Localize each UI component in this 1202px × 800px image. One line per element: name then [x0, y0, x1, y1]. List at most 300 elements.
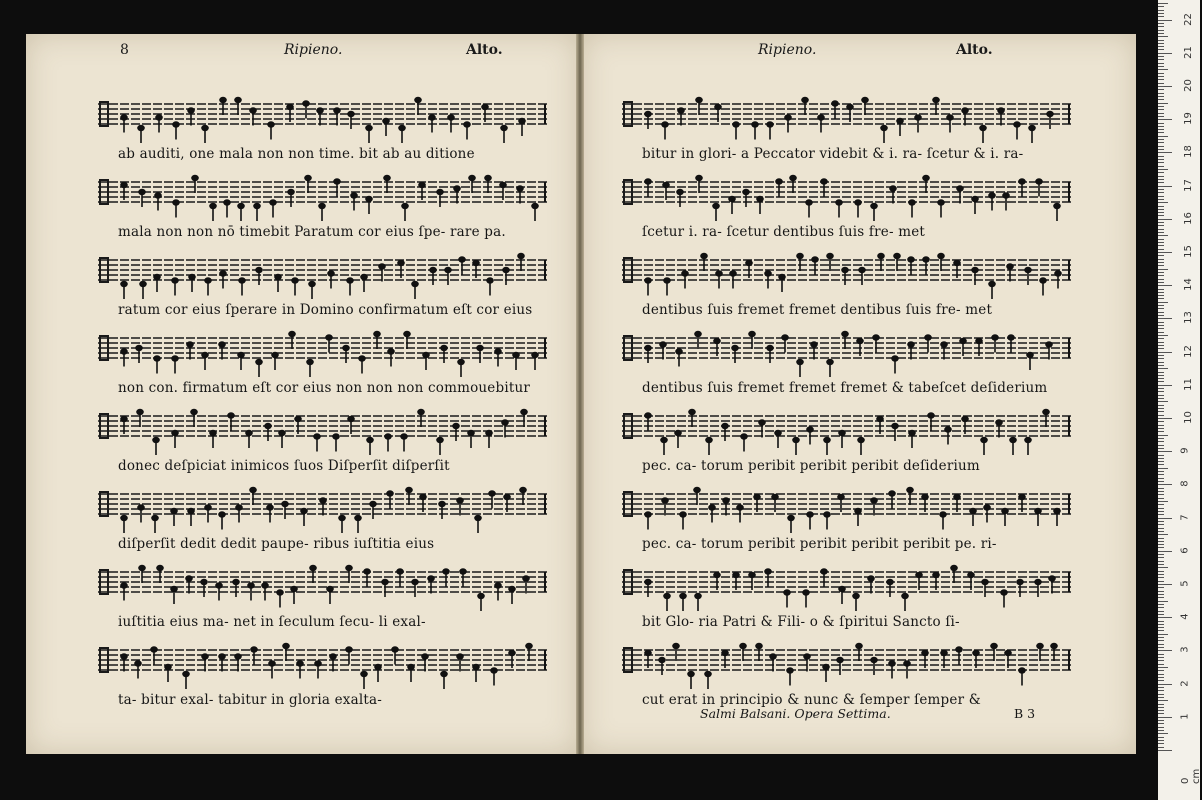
music-staff — [622, 482, 1072, 526]
ruler-tick — [1158, 345, 1164, 346]
ruler-tick — [1158, 577, 1164, 578]
ruler-tick — [1158, 604, 1164, 605]
ruler-tick — [1158, 352, 1172, 353]
staff-notation — [98, 404, 548, 448]
ruler-tick — [1158, 249, 1164, 250]
ruler-tick — [1158, 292, 1164, 293]
ruler-tick — [1158, 554, 1164, 555]
ruler-tick — [1158, 295, 1164, 296]
ruler-tick — [1158, 99, 1164, 100]
ruler-tick — [1158, 93, 1164, 94]
ruler-tick — [1158, 242, 1164, 243]
ruler-tick — [1158, 491, 1164, 492]
ruler-tick — [1158, 458, 1164, 459]
ruler-tick — [1158, 308, 1164, 309]
ruler-number: 4 — [1179, 613, 1191, 620]
ruler-tick — [1158, 358, 1164, 359]
ruler-tick — [1158, 415, 1164, 416]
ruler-tick — [1158, 172, 1164, 173]
ruler-tick — [1158, 279, 1164, 280]
ruler-tick — [1158, 644, 1164, 645]
staff-notation — [622, 248, 1072, 292]
lyric-line: pec. ca- torum peribit peribit peribit deſiderium — [642, 458, 980, 474]
ruler-number: 11 — [1182, 377, 1194, 391]
ruler-tick — [1158, 139, 1164, 140]
music-staff — [98, 92, 548, 136]
music-staff — [622, 92, 1072, 136]
ruler-number: 13 — [1182, 311, 1194, 325]
ruler-tick — [1158, 262, 1164, 263]
music-staff — [98, 560, 548, 604]
ruler-tick — [1158, 544, 1164, 545]
ruler-tick — [1158, 727, 1164, 728]
ruler-tick — [1158, 614, 1164, 615]
ruler-number: 6 — [1179, 547, 1191, 554]
ruler-tick — [1158, 445, 1164, 446]
ruler-number: 5 — [1179, 580, 1191, 587]
lyric-line: cut erat in principio & nunc & ſemper ſemper & — [642, 692, 981, 708]
ruler-tick — [1158, 733, 1168, 734]
ruler-number: 17 — [1182, 178, 1194, 192]
voice-label: Alto. — [466, 42, 503, 58]
ruler-tick — [1158, 76, 1164, 77]
section-title: Ripieno. — [284, 42, 343, 58]
ruler-tick — [1158, 332, 1164, 333]
ruler-tick — [1158, 372, 1164, 373]
ruler-tick — [1158, 624, 1164, 625]
ruler-tick — [1158, 730, 1164, 731]
ruler-number: 19 — [1182, 112, 1194, 126]
ruler-tick — [1158, 425, 1164, 426]
music-staff — [622, 248, 1072, 292]
page-number: 8 — [120, 42, 129, 58]
ruler-tick — [1158, 232, 1164, 233]
voice-label: Alto. — [956, 42, 993, 58]
ruler-tick — [1158, 561, 1164, 562]
ruler-tick — [1158, 225, 1164, 226]
ruler-tick — [1158, 611, 1164, 612]
staff-notation — [622, 326, 1072, 370]
ruler-number: 22 — [1182, 12, 1194, 26]
ruler-tick — [1158, 206, 1164, 207]
ruler-tick — [1158, 657, 1164, 658]
ruler-tick — [1158, 302, 1168, 303]
ruler-tick — [1158, 488, 1164, 489]
ruler-tick — [1158, 255, 1164, 256]
staff-notation — [622, 404, 1072, 448]
ruler-tick — [1158, 713, 1164, 714]
ruler-tick — [1158, 567, 1168, 568]
ruler-tick — [1158, 126, 1164, 127]
ruler-tick — [1158, 312, 1164, 313]
ruler-tick — [1158, 109, 1164, 110]
ruler-tick — [1158, 571, 1164, 572]
ruler-tick — [1158, 229, 1164, 230]
ruler-tick — [1158, 747, 1164, 748]
ruler-tick — [1158, 209, 1164, 210]
ruler-tick — [1158, 252, 1172, 253]
staff-notation — [622, 92, 1072, 136]
ruler-tick — [1158, 557, 1164, 558]
lyric-line: pec. ca- torum peribit peribit peribit peribit pe. ri- — [642, 536, 997, 552]
ruler-tick — [1158, 468, 1168, 469]
ruler-tick — [1158, 640, 1164, 641]
ruler-tick — [1158, 627, 1164, 628]
ruler-tick — [1158, 687, 1164, 688]
ruler-tick — [1158, 355, 1164, 356]
ruler-tick — [1158, 142, 1164, 143]
ruler-tick — [1158, 448, 1164, 449]
ruler-number: 10 — [1182, 411, 1194, 424]
ruler-tick — [1158, 328, 1164, 329]
ruler-tick — [1158, 79, 1164, 80]
ruler-tick — [1158, 594, 1164, 595]
lyric-line: iuſtitia eius ma- net in ſeculum ſecu- li exal- — [118, 614, 426, 630]
ruler-tick — [1158, 621, 1164, 622]
ruler-tick — [1158, 518, 1172, 519]
ruler-tick — [1158, 36, 1168, 37]
ruler-tick — [1158, 391, 1164, 392]
ruler-tick — [1158, 73, 1164, 74]
staff-notation — [98, 638, 548, 682]
lyric-line: dentibus ſuis fremet fremet fremet & tabeſcet deſiderium — [642, 380, 1048, 396]
ruler-number: 18 — [1182, 145, 1194, 159]
ruler-tick — [1158, 282, 1164, 283]
ruler-tick — [1158, 700, 1168, 701]
lyric-line: bit Glo- ria Patri & Fili- o & ſpiritui Sancto ſi- — [642, 614, 960, 630]
ruler-tick — [1158, 597, 1164, 598]
ruler-tick — [1158, 318, 1172, 319]
ruler-tick — [1158, 740, 1164, 741]
ruler-tick — [1158, 551, 1172, 552]
music-staff — [98, 170, 548, 214]
ruler-tick — [1158, 743, 1164, 744]
ruler-tick — [1158, 129, 1164, 130]
ruler-unit-label: 0 cm — [1180, 768, 1202, 784]
ruler-tick — [1158, 581, 1164, 582]
ruler-tick — [1158, 498, 1164, 499]
ruler-tick — [1158, 239, 1164, 240]
ruler-tick — [1158, 664, 1164, 665]
ruler-tick — [1158, 63, 1164, 64]
ruler-tick — [1158, 435, 1168, 436]
ruler-tick — [1158, 202, 1168, 203]
staff-notation — [622, 170, 1072, 214]
ruler-tick — [1158, 541, 1164, 542]
ruler-tick — [1158, 471, 1164, 472]
ruler-tick — [1158, 464, 1164, 465]
ruler-tick — [1158, 182, 1164, 183]
ruler-number: 14 — [1182, 278, 1194, 292]
ruler-tick — [1158, 511, 1164, 512]
ruler-tick — [1158, 212, 1164, 213]
ruler-tick — [1158, 3, 1168, 4]
ruler-tick — [1158, 720, 1164, 721]
ruler-tick — [1158, 66, 1164, 67]
ruler-tick — [1158, 547, 1164, 548]
ruler-number: 12 — [1182, 344, 1194, 358]
ruler-tick — [1158, 169, 1168, 170]
music-staff — [98, 482, 548, 526]
ruler-tick — [1158, 13, 1164, 14]
ruler-tick — [1158, 46, 1164, 47]
ruler-tick — [1158, 272, 1164, 273]
ruler-number: 9 — [1179, 447, 1191, 454]
ruler-tick — [1158, 674, 1164, 675]
ruler-tick — [1158, 6, 1164, 7]
ruler-number: 20 — [1182, 79, 1194, 92]
ruler-tick — [1158, 574, 1164, 575]
ruler-tick — [1158, 322, 1164, 323]
ruler-tick — [1158, 378, 1164, 379]
staff-notation — [622, 560, 1072, 604]
ruler-tick — [1158, 275, 1164, 276]
ruler-tick — [1158, 411, 1164, 412]
ruler-tick — [1158, 451, 1172, 452]
ruler-tick — [1158, 119, 1172, 120]
ruler-tick — [1158, 737, 1164, 738]
ruler-tick — [1158, 438, 1164, 439]
music-staff — [622, 404, 1072, 448]
ruler-tick — [1158, 388, 1164, 389]
ruler-tick — [1158, 680, 1164, 681]
ruler-tick — [1158, 607, 1164, 608]
ruler-tick — [1158, 285, 1172, 286]
ruler-number: 2 — [1179, 679, 1191, 687]
ruler-tick — [1158, 677, 1164, 678]
book-gutter — [576, 34, 584, 754]
ruler-tick — [1158, 634, 1168, 635]
ruler-tick — [1158, 690, 1164, 691]
right-page-header — [582, 42, 1136, 64]
ruler-tick — [1158, 103, 1168, 104]
ruler-tick — [1158, 514, 1164, 515]
ruler-tick — [1158, 365, 1164, 366]
ruler-tick — [1158, 667, 1168, 668]
ruler-tick — [1158, 654, 1164, 655]
ruler-tick — [1158, 418, 1172, 419]
ruler-tick — [1158, 501, 1168, 502]
left-page-header — [26, 42, 578, 64]
ruler-tick — [1158, 56, 1164, 57]
ruler-tick — [1158, 186, 1172, 187]
ruler-tick — [1158, 235, 1168, 236]
staff-notation — [98, 326, 548, 370]
book-title-footer: Salmi Balsani. Opera Settima. — [700, 706, 891, 721]
ruler-number: 16 — [1182, 211, 1194, 225]
ruler-tick — [1158, 362, 1164, 363]
ruler-tick — [1158, 113, 1164, 114]
ruler-tick — [1158, 381, 1164, 382]
ruler-tick — [1158, 494, 1164, 495]
ruler-tick — [1158, 136, 1168, 137]
ruler-tick — [1158, 289, 1164, 290]
ruler-tick — [1158, 584, 1172, 585]
ruler-tick — [1158, 315, 1164, 316]
ruler-tick — [1158, 637, 1164, 638]
ruler-tick — [1158, 405, 1164, 406]
ruler-tick — [1158, 395, 1164, 396]
ruler-tick — [1158, 325, 1164, 326]
ruler-tick — [1158, 149, 1164, 150]
ruler-tick — [1158, 684, 1172, 685]
ruler-tick — [1158, 461, 1164, 462]
ruler-tick — [1158, 694, 1164, 695]
ruler-tick — [1158, 123, 1164, 124]
music-staff — [98, 326, 548, 370]
ruler-tick — [1158, 269, 1168, 270]
ruler-tick — [1158, 375, 1164, 376]
ruler-tick — [1158, 421, 1164, 422]
ruler-tick — [1158, 524, 1164, 525]
lyric-line: bitur in glori- a Peccator videbit & i. ra- ſcetur & i. ra- — [642, 146, 1024, 162]
lyric-line: mala non non nō timebit Paratum cor eius ſpe- rare pa. — [118, 224, 506, 240]
section-title: Ripieno. — [758, 42, 817, 58]
ruler-tick — [1158, 368, 1168, 369]
ruler-tick — [1158, 33, 1164, 34]
ruler-tick — [1158, 723, 1164, 724]
ruler-tick — [1158, 428, 1164, 429]
signature-mark: B 3 — [1014, 706, 1036, 721]
ruler-tick — [1158, 385, 1172, 386]
ruler-tick — [1158, 408, 1164, 409]
ruler-tick — [1158, 617, 1172, 618]
ruler-tick — [1158, 49, 1164, 50]
ruler-tick — [1158, 162, 1164, 163]
ruler-tick — [1158, 20, 1172, 21]
ruler-tick — [1158, 156, 1164, 157]
ruler-tick — [1158, 710, 1164, 711]
lyric-line: ab auditi, one mala non non time. bit ab au ditione — [118, 146, 475, 162]
ruler-tick — [1158, 601, 1168, 602]
ruler-number: 7 — [1179, 513, 1191, 521]
ruler-tick — [1158, 474, 1164, 475]
staff-notation — [622, 482, 1072, 526]
ruler-tick — [1158, 521, 1164, 522]
ruler-tick — [1158, 481, 1164, 482]
ruler-tick — [1158, 166, 1164, 167]
ruler-tick — [1158, 96, 1164, 97]
ruler-tick — [1158, 534, 1168, 535]
ruler-tick — [1158, 650, 1172, 651]
ruler-tick — [1158, 342, 1164, 343]
ruler-tick — [1158, 259, 1164, 260]
ruler-number: 8 — [1179, 480, 1191, 488]
ruler-tick — [1158, 16, 1164, 17]
ruler-tick — [1158, 484, 1172, 485]
ruler-tick — [1158, 176, 1164, 177]
ruler-number: 21 — [1182, 45, 1194, 59]
music-staff — [98, 404, 548, 448]
ruler-tick — [1158, 116, 1164, 117]
ruler-tick — [1158, 265, 1164, 266]
lyric-line: donec deſpiciat inimicos ſuos Diſperſit diſperſit — [118, 458, 450, 474]
ruler-tick — [1158, 647, 1164, 648]
staff-notation — [622, 638, 1072, 682]
ruler-tick — [1158, 697, 1164, 698]
ruler-tick — [1158, 152, 1172, 153]
music-staff — [98, 638, 548, 682]
staff-notation — [98, 482, 548, 526]
ruler-tick — [1158, 348, 1164, 349]
lyric-line: ratum cor eius ſperare in Domino confirmatum eſt cor eius — [118, 302, 533, 318]
ruler-tick — [1158, 508, 1164, 509]
ruler-tick — [1158, 146, 1164, 147]
lyric-line: diſperſit dedit dedit paupe- ribus iuſtitia eius — [118, 536, 435, 552]
ruler-tick — [1158, 189, 1164, 190]
ruler-number: 15 — [1182, 245, 1194, 258]
ruler-tick — [1158, 335, 1168, 336]
measurement-ruler — [1158, 0, 1200, 800]
ruler-tick — [1158, 53, 1172, 54]
ruler-tick — [1158, 199, 1164, 200]
music-staff — [622, 326, 1072, 370]
ruler-tick — [1158, 478, 1164, 479]
lyric-line: ta- bitur exal- tabitur in gloria exalta- — [118, 692, 382, 708]
ruler-tick — [1158, 10, 1164, 11]
ruler-tick — [1158, 591, 1164, 592]
ruler-tick — [1158, 298, 1164, 299]
staff-notation — [98, 560, 548, 604]
ruler-tick — [1158, 43, 1164, 44]
ruler-tick — [1158, 707, 1164, 708]
ruler-tick — [1158, 538, 1164, 539]
ruler-tick — [1158, 245, 1164, 246]
ruler-tick — [1158, 69, 1168, 70]
ruler-tick — [1158, 40, 1164, 41]
ruler-tick — [1158, 704, 1164, 705]
music-staff — [622, 560, 1072, 604]
ruler-tick — [1158, 26, 1164, 27]
ruler-tick — [1158, 660, 1164, 661]
ruler-number: 1 — [1179, 713, 1191, 720]
ruler-tick — [1158, 531, 1164, 532]
ruler-tick — [1158, 59, 1164, 60]
ruler-tick — [1158, 196, 1164, 197]
ruler-tick — [1158, 132, 1164, 133]
lyric-line: non con. firmatum eſt cor eius non non non commouebitur — [118, 380, 531, 396]
ruler-tick — [1158, 338, 1164, 339]
ruler-tick — [1158, 441, 1164, 442]
ruler-tick — [1158, 215, 1164, 216]
ruler-number: 3 — [1179, 646, 1191, 654]
ruler-tick — [1158, 305, 1164, 306]
music-staff — [622, 638, 1072, 682]
ruler-tick — [1158, 750, 1172, 751]
music-staff — [622, 170, 1072, 214]
ruler-tick — [1158, 83, 1164, 84]
ruler-tick — [1158, 23, 1164, 24]
ruler-tick — [1158, 159, 1164, 160]
lyric-line: ſcetur i. ra- ſcetur dentibus ſuis fre- met — [642, 224, 926, 240]
lyric-line: dentibus ſuis fremet fremet dentibus ſuis fre- met — [642, 302, 993, 318]
ruler-tick — [1158, 431, 1164, 432]
ruler-tick — [1158, 587, 1164, 588]
ruler-tick — [1158, 89, 1164, 90]
ruler-tick — [1158, 670, 1164, 671]
ruler-tick — [1158, 106, 1164, 107]
ruler-tick — [1158, 528, 1164, 529]
staff-notation — [98, 92, 548, 136]
ruler-tick — [1158, 30, 1164, 31]
ruler-tick — [1158, 564, 1164, 565]
ruler-tick — [1158, 455, 1164, 456]
staff-notation — [98, 170, 548, 214]
ruler-tick — [1158, 222, 1164, 223]
ruler-tick — [1158, 398, 1164, 399]
ruler-tick — [1158, 504, 1164, 505]
ruler-tick — [1158, 717, 1172, 718]
